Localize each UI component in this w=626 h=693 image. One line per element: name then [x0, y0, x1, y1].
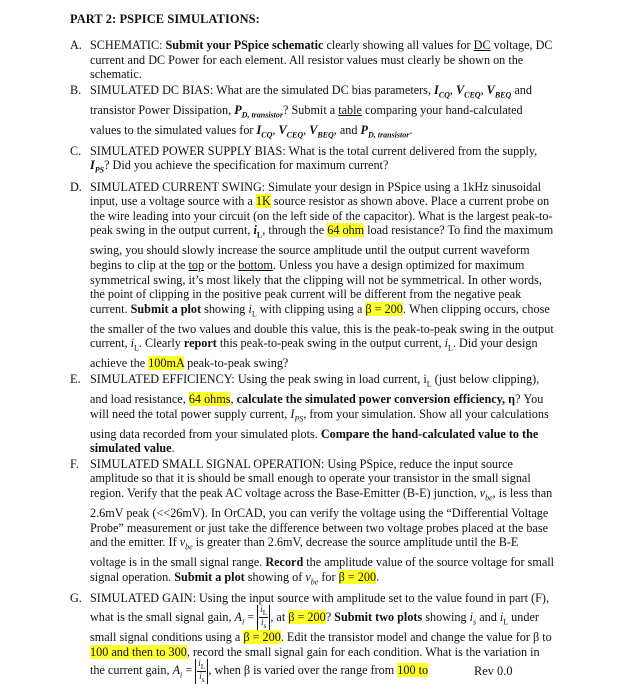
- highlighted-text: 64 ohm: [327, 223, 365, 238]
- text-run: Compare the hand-calculated value to the simulated value: [90, 426, 539, 456]
- highlighted-text: 1K: [255, 194, 271, 209]
- text-run: , through the: [262, 223, 328, 238]
- section-heading: PART 2: PSPICE SIMULATIONS:: [70, 12, 260, 26]
- text-run: P: [234, 102, 242, 117]
- section-label: A.: [70, 38, 82, 52]
- text-run: .: [409, 122, 413, 137]
- text-run: CQ: [261, 130, 273, 140]
- text-run: ,: [480, 82, 487, 97]
- text-run: with clipping using a: [256, 301, 366, 316]
- section-item: [70, 457, 556, 590]
- highlighted-text: 100mA: [148, 356, 185, 371]
- text-run: ? Submit a: [283, 102, 339, 117]
- text-run: calculate the simulated power conversion efficiency, η: [236, 391, 516, 406]
- text-run: =: [182, 663, 196, 678]
- section-text: [90, 38, 553, 81]
- text-run: . When clipping occurs, chose the smaller of the two values and double this value, this is the peak-to-peak swing in the output current,: [90, 301, 554, 351]
- section-item: [70, 180, 556, 371]
- section-text: [90, 372, 549, 455]
- simulation-task-list: [70, 38, 556, 685]
- text-run: SIMULATED DC BIAS: What are the simulated DC bias parameters,: [90, 82, 435, 97]
- text-run: L: [426, 379, 432, 389]
- text-run: PS: [94, 165, 105, 175]
- text-run: peak-to-peak swing?: [184, 356, 289, 371]
- text-run: table: [338, 102, 362, 117]
- text-run: A: [172, 663, 181, 678]
- text-run: or the: [204, 257, 239, 272]
- text-run: comparing your hand-calculated values to the simulated values for: [90, 102, 523, 137]
- text-run: i: [253, 223, 257, 238]
- text-run: SIMULATED SMALL SIGNAL OPERATION: Using PSpice, reduce the input source amplitude so that it is should be small enough to operate your transistor in the small signal region. Verify that the peak AC voltage across the Base-Emitter (B-E) junction,: [90, 456, 531, 500]
- text-run: . Clearly: [138, 336, 184, 351]
- text-run: Submit a plot: [174, 569, 245, 584]
- section-item: [70, 38, 556, 82]
- text-run: Submit two plots: [334, 609, 423, 624]
- text-run: .: [376, 569, 380, 584]
- text-run: be: [310, 577, 319, 587]
- text-run: V: [486, 82, 495, 97]
- text-run: this peak-to-peak swing in the output current,: [216, 336, 445, 351]
- text-run: i: [444, 336, 449, 351]
- text-run: load resistance? To find the maximum swing, you should slowly increase the source amplitude until the output current waveform begins to clip at the: [90, 223, 554, 272]
- section-item: [70, 372, 556, 456]
- text-run: L: [256, 230, 263, 240]
- text-run: L: [448, 343, 453, 353]
- text-run: report: [183, 336, 217, 351]
- section-text: [90, 180, 554, 371]
- text-run: is greater than 2.6mV, decrease the source amplitude until the B-E voltage is in the small signal range.: [90, 535, 519, 570]
- text-run: PS: [294, 414, 304, 423]
- text-run: V: [309, 122, 318, 137]
- text-run: L: [134, 343, 139, 353]
- text-run: SIMULATED GAIN: Using the input source with amplitude set to the value found in part (F), what is the small signal gain,: [90, 590, 549, 624]
- text-run: ?: [325, 609, 335, 624]
- text-run: SCHEMATIC:: [90, 38, 166, 52]
- section-label: B.: [70, 82, 82, 97]
- text-run: and transistor Power Dissipation,: [90, 82, 532, 117]
- text-run: V: [278, 122, 287, 137]
- text-run: V: [455, 82, 465, 97]
- section-label: G.: [70, 590, 82, 605]
- text-run: , from your simulation. Show all your calculations using data recorded from your simulated plots.: [90, 406, 549, 441]
- text-run: Submit your PSpice schematic: [165, 38, 324, 52]
- text-run: I: [90, 158, 95, 173]
- highlighted-text: 64 ohms: [188, 391, 231, 406]
- text-run: D, transistor: [367, 130, 410, 140]
- text-run: the amplitude value of the source voltage for small signal operation.: [90, 555, 555, 584]
- text-run: showing of: [244, 569, 306, 584]
- text-run: ,: [449, 82, 456, 97]
- section-text: [90, 82, 532, 140]
- section-label: F.: [70, 456, 79, 471]
- section-text: [90, 144, 537, 173]
- text-run: , is less than 2.6mV peak (<<26mV). In OrCAD, you can verify the voltage using the “Differential Voltage Probe” measurement or just take the difference between two voltage probes placed at the base and the emitter. If: [90, 485, 553, 550]
- text-run: for: [318, 569, 339, 584]
- section-label: C.: [70, 143, 82, 158]
- text-run: i: [469, 609, 474, 624]
- text-run: CEQ: [464, 90, 481, 100]
- highlighted-text: β = 200: [365, 301, 403, 316]
- highlighted-text: β = 200: [243, 630, 281, 645]
- text-run: Record: [265, 555, 304, 570]
- text-run: , record the small signal gain for each condition. What is the variation in the current gain,: [90, 644, 540, 678]
- text-run: SIMULATED CURRENT SWING: Simulate your design in PSpice using a 1kHz sinusoidal input, use a voltage source with a: [90, 179, 542, 209]
- text-run: i: [180, 670, 183, 680]
- text-run: L: [503, 616, 509, 626]
- text-run: showing: [201, 301, 249, 316]
- text-run: , and: [333, 122, 361, 137]
- text-run: D, transistor: [241, 110, 284, 120]
- text-run: A: [234, 609, 242, 624]
- text-run: ,: [303, 122, 310, 137]
- section-item: [70, 144, 556, 179]
- text-run: top: [188, 257, 205, 272]
- text-run: CQ: [438, 90, 450, 100]
- text-run: SIMULATED EFFICIENCY: Using the peak swing in load current, i: [90, 371, 427, 386]
- text-run: ? You will need the total power supply current,: [90, 391, 544, 421]
- revision-label: Rev 0.0: [474, 664, 513, 678]
- text-run: SIMULATED POWER SUPPLY BIAS: What is the total current delivered from the supply,: [90, 143, 538, 158]
- section-label: E.: [70, 371, 81, 386]
- text-run: (just below clipping), and load resistance,: [90, 371, 540, 406]
- highlighted-text: β = 200: [288, 609, 326, 624]
- text-run: source resistor as shown above. Place a current probe on the wire leading into your circuit (on the left side of the capacitor). What is the largest peak-to-peak swing in the output current,: [90, 194, 553, 238]
- text-run: I: [256, 122, 262, 137]
- text-run: voltage, DC current and DC Power for each element. All resistor values must clearly be shown on the schematic.: [90, 38, 553, 82]
- text-run: v: [479, 485, 486, 500]
- text-run: . Unless you have a design optimized for maximum symmetrical swing, it’s most likely that the clipping will not be symmetrical. In other words, the point of clipping in the positive peak current will be different from the negative peak current.: [90, 257, 542, 316]
- text-run: and: [476, 609, 500, 624]
- text-run: I: [434, 82, 439, 97]
- text-run: bottom: [238, 257, 273, 272]
- text-run: L: [251, 309, 257, 319]
- highlighted-text: β = 200: [338, 569, 377, 584]
- highlighted-text: 100 to: [397, 663, 429, 678]
- text-run: , when β is varied over the range from: [208, 663, 398, 678]
- text-run: BEQ: [317, 130, 334, 140]
- text-run: v: [179, 535, 186, 550]
- text-run: i: [248, 301, 252, 316]
- text-run: BEQ: [494, 90, 512, 100]
- text-run: P: [360, 122, 368, 137]
- text-run: be: [185, 542, 193, 552]
- text-run: clearly showing all values for: [323, 38, 474, 52]
- gain-fraction: $\frac{i_L}{i_s}$: [195, 659, 208, 684]
- text-run: , at: [270, 609, 289, 624]
- text-run: Submit a plot: [130, 301, 202, 316]
- text-run: v: [305, 569, 311, 584]
- text-run: s: [473, 616, 477, 626]
- text-run: I: [290, 406, 295, 421]
- text-run: i: [499, 609, 504, 624]
- text-run: =: [244, 609, 258, 624]
- text-run: under small signal conditions using a: [90, 609, 539, 645]
- text-run: ? Did you achieve the specification for maximum current?: [104, 158, 389, 173]
- text-run: be: [485, 493, 493, 503]
- text-run: . Did your design achieve the: [90, 336, 538, 371]
- text-run: . Edit the transistor model and change the value for β to: [280, 630, 552, 645]
- gain-fraction: $\frac{i_L}{i_s}$: [257, 605, 270, 630]
- section-label: D.: [70, 179, 82, 194]
- text-run: i: [130, 336, 134, 351]
- text-run: CEQ: [286, 130, 304, 140]
- text-run: ,: [272, 122, 279, 137]
- text-run: ,: [230, 391, 237, 406]
- text-run: showing: [422, 609, 470, 624]
- text-run: i: [242, 616, 245, 626]
- section-text: [90, 456, 555, 587]
- text-run: .: [171, 441, 175, 456]
- section-item: [70, 83, 556, 143]
- text-run: DC: [473, 38, 491, 52]
- highlighted-text: 100 and then to 300: [90, 644, 187, 659]
